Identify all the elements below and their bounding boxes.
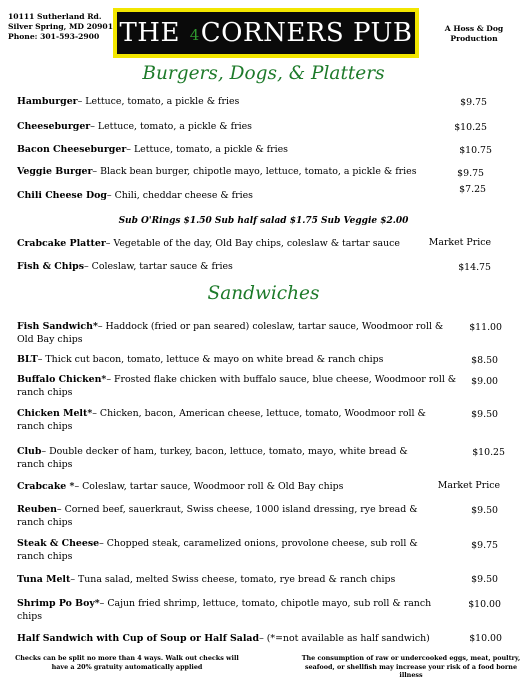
item-price: $9.50 <box>471 505 498 516</box>
item-name: Cheeseburger <box>17 121 91 132</box>
item-name: Chicken Melt* <box>17 408 93 419</box>
item-price: $9.75 <box>471 540 498 551</box>
phone-line: Phone: 301-593-2900 <box>8 32 100 41</box>
item-name: Steak & Cheese <box>17 538 100 549</box>
footer-food-warning: The consumption of raw or undercooked eggs, meat, poultry, seafood, or shellfish may increase your risk of a food borne illness <box>301 654 521 679</box>
item-price: $9.75 <box>457 168 484 179</box>
item-price: $9.00 <box>471 376 498 387</box>
item-name: Hamburger <box>17 96 78 107</box>
item-price: $11.00 <box>469 322 502 333</box>
footer-check-policy: Checks can be split no more than 4 ways. Walk out checks will have a 20% gratuity automatically applied <box>15 654 239 671</box>
address-line: Silver Spring, MD 20901 <box>8 22 113 31</box>
item-desc: Black bean burger, chipotle mayo, lettuce, tomato, a pickle & fries <box>100 166 417 177</box>
item-name: Chili Cheese Dog <box>17 190 107 201</box>
item-name: Buffalo Chicken* <box>17 374 107 385</box>
item-desc: Thick cut bacon, tomato, lettuce & mayo on white bread & ranch chips <box>45 354 384 365</box>
menu-item: BLT– Thick cut bacon, tomato, lettuce & mayo on white bread & ranch chips <box>17 354 384 365</box>
production-credit <box>425 24 523 44</box>
menu-item: Shrimp Po Boy*– Cajun fried shrimp, lettuce, tomato, chipotle mayo, sub roll & ranch chips <box>17 598 432 622</box>
item-name: Fish & Chips <box>17 261 84 272</box>
item-desc: (*=not available as half sandwich) <box>266 633 430 644</box>
address-line: 10111 Sutherland Rd. <box>8 12 102 21</box>
item-name: Club <box>17 446 42 457</box>
item-desc: Coleslaw, tartar sauce, Woodmoor roll & Old Bay chips <box>82 481 344 492</box>
item-price: $14.75 <box>458 262 491 273</box>
production-line: A Hoss & Dog <box>444 24 504 33</box>
item-desc: Lettuce, tomato, a pickle & fries <box>97 121 252 132</box>
menu-item: Fish & Chips– Coleslaw, tartar sauce & fries <box>17 261 233 272</box>
item-name: Veggie Burger <box>17 166 93 177</box>
item-desc: Vegetable of the day, Old Bay chips, coleslaw & tartar sauce <box>113 238 400 249</box>
logo-text-the: THE <box>119 18 189 48</box>
pub-logo <box>113 8 419 58</box>
item-desc: Chopped steak, caramelized onions, provolone cheese, sub roll & ranch chips <box>17 538 418 562</box>
menu-item: Tuna Melt– Tuna salad, melted Swiss cheese, tomato, rye bread & ranch chips <box>17 574 396 585</box>
section-title-sandwiches: Sandwiches <box>207 283 320 304</box>
logo-four: 4 <box>189 26 200 44</box>
item-desc: Double decker of ham, turkey, bacon, lettuce, tomato, mayo, white bread & ranch chips <box>17 446 408 470</box>
menu-item: Steak & Cheese– Chopped steak, caramelized onions, provolone cheese, sub roll & ranch chips <box>17 538 418 562</box>
menu-item: Hamburger– Lettuce, tomato, a pickle & fries <box>17 96 240 107</box>
restaurant-address <box>8 12 113 42</box>
item-name: Tuna Melt <box>17 574 71 585</box>
production-line: Production <box>450 34 498 43</box>
section-title-burgers: Burgers, Dogs, & Platters <box>142 63 385 84</box>
menu-item: Crabcake Platter– Vegetable of the day, Old Bay chips, coleslaw & tartar sauce <box>17 238 400 249</box>
item-price: $9.50 <box>471 409 498 420</box>
logo-text-corners: CORNERS PUB <box>200 18 413 48</box>
item-name: Half Sandwich with Cup of Soup or Half Salad <box>17 633 260 644</box>
menu-item: Chicken Melt*– Chicken, bacon, American cheese, lettuce, tomato, Woodmoor roll & ranch chips <box>17 408 426 432</box>
item-name: BLT <box>17 354 38 365</box>
item-price: Market Price <box>437 480 500 491</box>
menu-item: Veggie Burger– Black bean burger, chipotle mayo, lettuce, tomato, a pickle & fries <box>17 166 417 177</box>
item-desc: Chicken, bacon, American cheese, lettuce, tomato, Woodmoor roll & ranch chips <box>17 408 426 432</box>
item-name: Reuben <box>17 504 57 515</box>
item-price: $10.25 <box>472 447 505 458</box>
item-desc: Cajun fried shrimp, lettuce, tomato, chipotle mayo, sub roll & ranch chips <box>17 598 432 622</box>
item-desc: Corned beef, sauerkraut, Swiss cheese, 1000 island dressing, rye bread & ranch chips <box>17 504 418 528</box>
item-desc: Lettuce, tomato, a pickle & fries <box>133 144 288 155</box>
item-price: $10.25 <box>454 122 487 133</box>
item-name: Fish Sandwich* <box>17 321 98 332</box>
menu-item: Bacon Cheeseburger– Lettuce, tomato, a pickle & fries <box>17 144 288 155</box>
item-price: $9.75 <box>460 97 487 108</box>
menu-item: Cheeseburger– Lettuce, tomato, a pickle & fries <box>17 121 252 132</box>
substitutions-note: Sub O'Rings $1.50 Sub half salad $1.75 Sub Veggie $2.00 <box>118 216 409 226</box>
menu-item: Half Sandwich with Cup of Soup or Half Salad– (*=not available as half sandwich) <box>17 633 430 644</box>
menu-item: Fish Sandwich*– Haddock (fried or pan seared) coleslaw, tartar sauce, Woodmoor roll & Old Bay chips <box>17 321 444 345</box>
item-desc: Frosted flake chicken with buffalo sauce, blue cheese, Woodmoor roll & ranch chips <box>17 374 457 398</box>
menu-item: Reuben– Corned beef, sauerkraut, Swiss cheese, 1000 island dressing, rye bread & ranch chips <box>17 504 418 528</box>
menu-item: Club– Double decker of ham, turkey, bacon, lettuce, tomato, mayo, white bread & ranch chips <box>17 446 408 470</box>
menu-item: Buffalo Chicken*– Frosted flake chicken with buffalo sauce, blue cheese, Woodmoor roll & ranch chips <box>17 374 457 398</box>
item-name: Shrimp Po Boy* <box>17 598 100 609</box>
item-price: $10.00 <box>469 633 502 644</box>
item-price: Market Price <box>428 237 491 248</box>
item-name: Crabcake * <box>17 481 75 492</box>
item-desc: Lettuce, tomato, a pickle & fries <box>85 96 240 107</box>
item-name: Crabcake Platter <box>17 238 106 249</box>
item-price: $8.50 <box>471 355 498 366</box>
item-price: $10.00 <box>468 599 501 610</box>
item-desc: Tuna salad, melted Swiss cheese, tomato, rye bread & ranch chips <box>78 574 396 585</box>
item-name: Bacon Cheeseburger <box>17 144 127 155</box>
item-price: $7.25 <box>459 184 486 195</box>
item-desc: Haddock (fried or pan seared) coleslaw, tartar sauce, Woodmoor roll & Old Bay chips <box>17 321 444 345</box>
menu-item: Chili Cheese Dog– Chili, cheddar cheese & fries <box>17 190 253 201</box>
item-desc: Chili, cheddar cheese & fries <box>114 190 253 201</box>
item-price: $10.75 <box>459 145 492 156</box>
item-desc: Coleslaw, tartar sauce & fries <box>91 261 233 272</box>
menu-item: Crabcake *– Coleslaw, tartar sauce, Woodmoor roll & Old Bay chips <box>17 481 344 492</box>
item-price: $9.50 <box>471 574 498 585</box>
